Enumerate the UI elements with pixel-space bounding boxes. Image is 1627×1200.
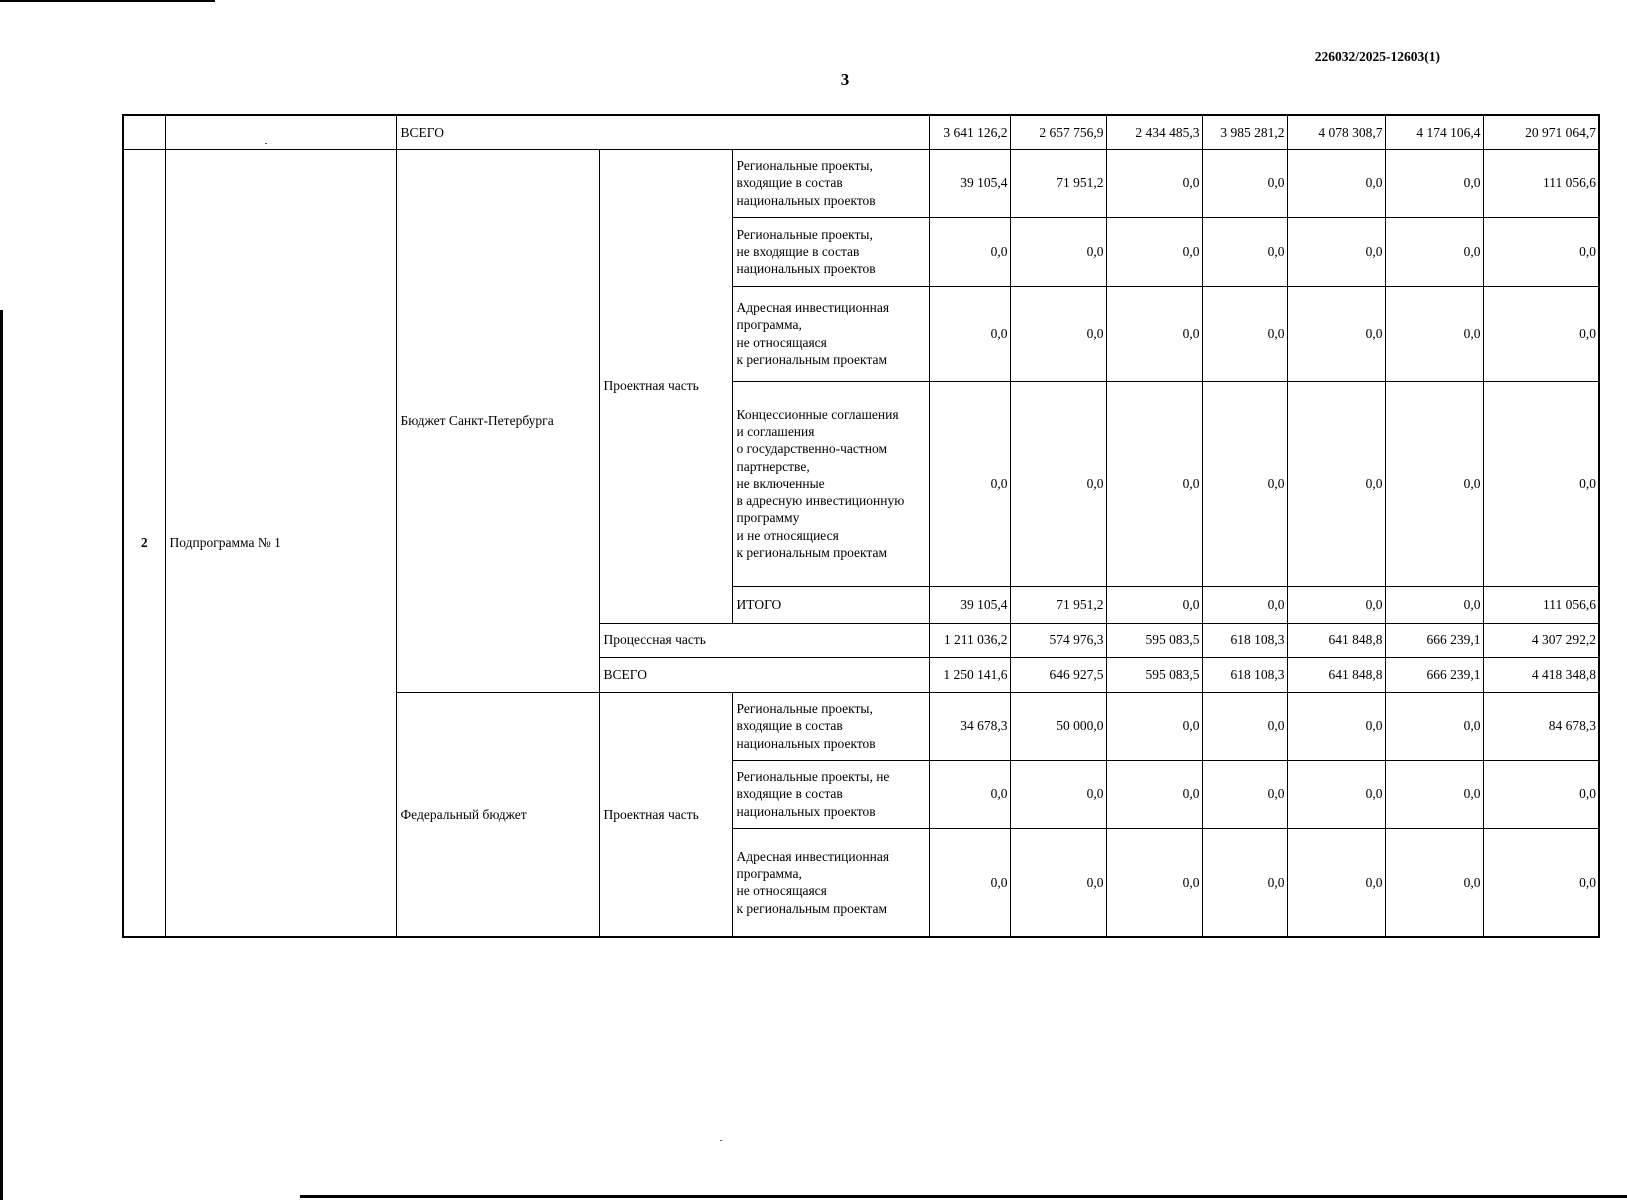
value-cell: 0,0 — [1106, 760, 1202, 828]
value-cell: 0,0 — [1010, 217, 1106, 286]
value-cell: 0,0 — [1202, 149, 1287, 217]
value-cell: 0,0 — [1483, 760, 1599, 828]
value-cell: 666 239,1 — [1385, 623, 1483, 657]
value-cell: 34 678,3 — [929, 692, 1010, 760]
value-cell: 0,0 — [1106, 586, 1202, 623]
table-row-total — [123, 115, 1599, 149]
value-cell: 618 108,3 — [1202, 657, 1287, 692]
value-cell: 0,0 — [1385, 381, 1483, 586]
value-cell: 0,0 — [1287, 828, 1385, 937]
item-label: Региональные проекты, входящие в состав национальных проектов — [732, 692, 929, 760]
budget-table — [122, 114, 1600, 938]
value-cell: 0,0 — [1202, 286, 1287, 381]
value-cell: 84 678,3 — [1483, 692, 1599, 760]
value-cell: 0,0 — [1202, 760, 1287, 828]
total-label: ВСЕГО — [396, 115, 929, 149]
value-cell: 0,0 — [1287, 381, 1385, 586]
value-cell: 111 056,6 — [1483, 149, 1599, 217]
value-cell: 4 174 106,4 — [1385, 115, 1483, 149]
value-cell: 0,0 — [1010, 286, 1106, 381]
funding-source-federal: Федеральный бюджет — [396, 692, 599, 937]
value-cell: 0,0 — [1483, 217, 1599, 286]
value-cell: 0,0 — [1385, 586, 1483, 623]
value-cell: 0,0 — [1385, 149, 1483, 217]
scan-edge-left — [0, 310, 3, 1200]
value-cell: 0,0 — [1287, 760, 1385, 828]
empty-cell — [123, 115, 165, 149]
item-label: Региональные проекты, входящие в состав национальных проектов — [732, 149, 929, 217]
value-cell: 0,0 — [929, 217, 1010, 286]
value-cell: 0,0 — [1385, 286, 1483, 381]
process-part-label: Процессная часть — [599, 623, 929, 657]
value-cell: 2 434 485,3 — [1106, 115, 1202, 149]
value-cell: 0,0 — [1287, 586, 1385, 623]
value-cell: 0,0 — [1202, 692, 1287, 760]
item-label: Региональные проекты, не входящие в состав национальных проектов — [732, 760, 929, 828]
value-cell: 71 951,2 — [1010, 149, 1106, 217]
value-cell: 0,0 — [1287, 217, 1385, 286]
value-cell: 641 848,8 — [1287, 657, 1385, 692]
item-label: Адресная инвестиционная программа, не относящаяся к региональным проектам — [732, 286, 929, 381]
value-cell: 0,0 — [1106, 286, 1202, 381]
value-cell: 574 976,3 — [1010, 623, 1106, 657]
value-cell: 595 083,5 — [1106, 623, 1202, 657]
value-cell: 0,0 — [1385, 828, 1483, 937]
value-cell: 0,0 — [1106, 381, 1202, 586]
value-cell: 0,0 — [1106, 828, 1202, 937]
value-cell: 20 971 064,7 — [1483, 115, 1599, 149]
item-label: Концессионные соглашения и соглашения о государственно-частном партнерстве, не включенные в адресную инвестиционную программу и не относящиеся к региональным проектам — [732, 381, 929, 586]
table-row — [123, 149, 1599, 217]
value-cell: 0,0 — [1202, 217, 1287, 286]
value-cell: 3 985 281,2 — [1202, 115, 1287, 149]
value-cell: 666 239,1 — [1385, 657, 1483, 692]
value-cell: 0,0 — [1106, 692, 1202, 760]
value-cell: 0,0 — [1287, 286, 1385, 381]
value-cell: 111 056,6 — [1483, 586, 1599, 623]
value-cell: 646 927,5 — [1010, 657, 1106, 692]
value-cell: 595 083,5 — [1106, 657, 1202, 692]
value-cell: 50 000,0 — [1010, 692, 1106, 760]
value-cell: 4 418 348,8 — [1483, 657, 1599, 692]
value-cell: 0,0 — [1483, 286, 1599, 381]
value-cell: 0,0 — [1287, 692, 1385, 760]
value-cell: 71 951,2 — [1010, 586, 1106, 623]
value-cell: 1 211 036,2 — [929, 623, 1010, 657]
value-cell: 0,0 — [1010, 381, 1106, 586]
value-cell: 0,0 — [1010, 760, 1106, 828]
value-cell: 0,0 — [1010, 828, 1106, 937]
item-label: Региональные проекты, не входящие в состав национальных проектов — [732, 217, 929, 286]
value-cell: 2 657 756,9 — [1010, 115, 1106, 149]
value-cell: 0,0 — [1287, 149, 1385, 217]
itogo-label: ИТОГО — [732, 586, 929, 623]
value-cell: 0,0 — [1202, 586, 1287, 623]
empty-cell — [165, 115, 396, 149]
value-cell: 0,0 — [1202, 381, 1287, 586]
value-cell: 0,0 — [929, 381, 1010, 586]
project-part-label: Проектная часть — [599, 149, 732, 623]
value-cell: 39 105,4 — [929, 149, 1010, 217]
item-label: Адресная инвестиционная программа, не относящаяся к региональным проектам — [732, 828, 929, 937]
value-cell: 0,0 — [1385, 692, 1483, 760]
value-cell: 39 105,4 — [929, 586, 1010, 623]
value-cell: 4 078 308,7 — [1287, 115, 1385, 149]
value-cell: 4 307 292,2 — [1483, 623, 1599, 657]
value-cell: 0,0 — [1106, 149, 1202, 217]
value-cell: 0,0 — [929, 286, 1010, 381]
value-cell: 641 848,8 — [1287, 623, 1385, 657]
document-number: 226032/2025-12603(1) — [1314, 49, 1440, 64]
funding-source-spb: Бюджет Санкт-Петербурга — [396, 149, 599, 692]
value-cell: 0,0 — [929, 760, 1010, 828]
vsego-label: ВСЕГО — [599, 657, 929, 692]
value-cell: 0,0 — [929, 828, 1010, 937]
page-number: 3 — [840, 70, 850, 89]
value-cell: 0,0 — [1483, 828, 1599, 937]
scan-speck — [720, 1140, 722, 1141]
value-cell: 3 641 126,2 — [929, 115, 1010, 149]
scan-edge-top — [0, 0, 215, 2]
value-cell: 0,0 — [1385, 217, 1483, 286]
scan-edge-bottom — [300, 1195, 1627, 1198]
row-number: 2 — [123, 149, 165, 937]
value-cell: 1 250 141,6 — [929, 657, 1010, 692]
subprogram-name: Подпрограмма № 1 — [165, 149, 396, 937]
value-cell: 0,0 — [1202, 828, 1287, 937]
value-cell: 0,0 — [1385, 760, 1483, 828]
value-cell: 0,0 — [1106, 217, 1202, 286]
value-cell: 0,0 — [1483, 381, 1599, 586]
value-cell: 618 108,3 — [1202, 623, 1287, 657]
project-part-label: Проектная часть — [599, 692, 732, 937]
